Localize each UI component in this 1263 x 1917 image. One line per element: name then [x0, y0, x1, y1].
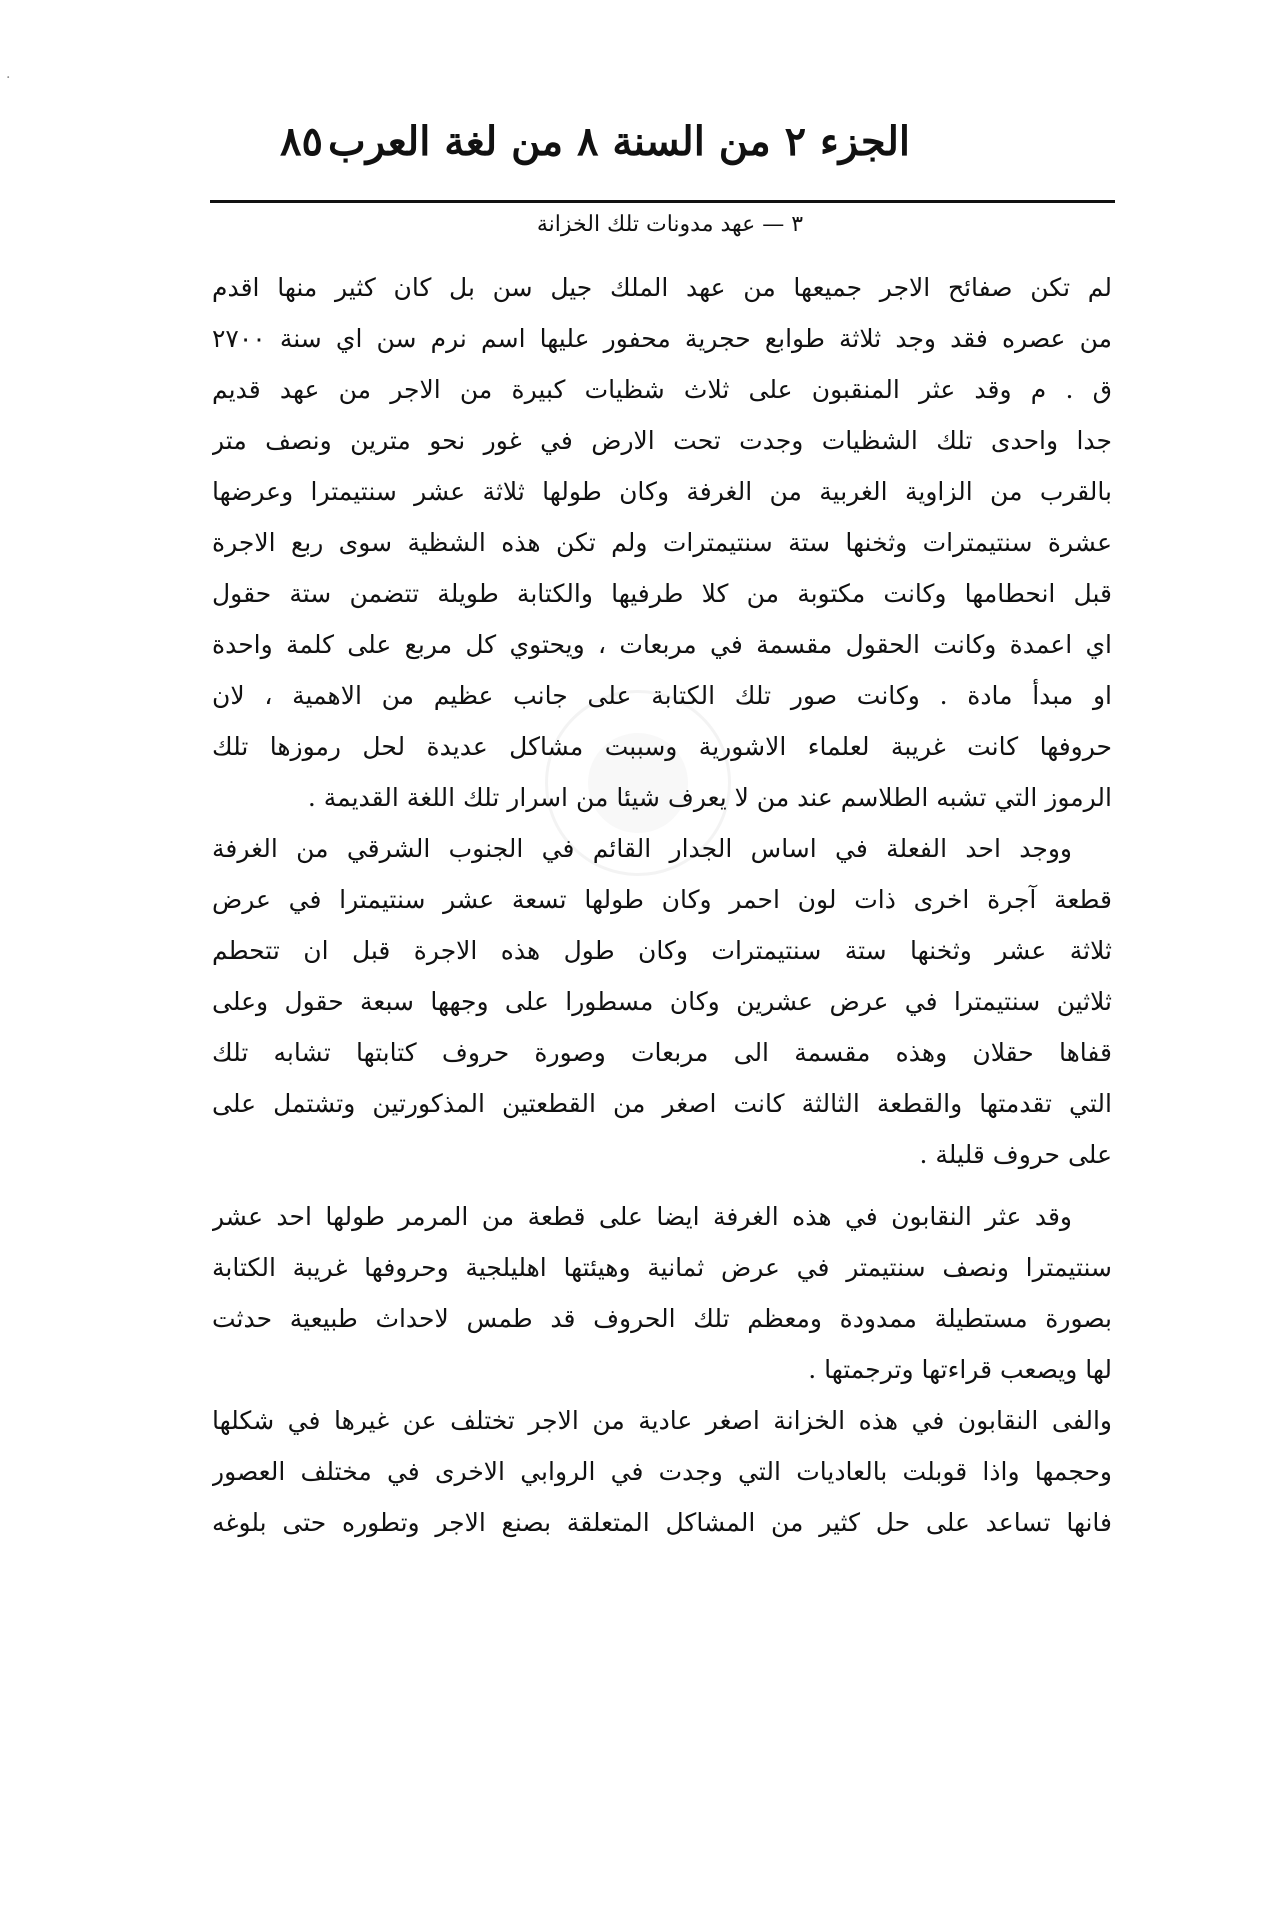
text-line: ثلاثة عشر وثخنها ستة سنتيمترات وكان طول هذه الاجرة قبل ان تتحطم	[212, 936, 1112, 965]
header-divider	[210, 200, 1115, 203]
text-line: اي اعمدة وكانت الحقول مقسمة في مربعات ، ويحتوي كل مربع على كلمة واحدة	[212, 630, 1112, 659]
text-line: حروفها كانت غريبة لعلماء الاشورية وسببت مشاكل عديدة لحل رموزها تلك	[212, 732, 1112, 761]
text-line: الرموز التي تشبه الطلاسم عند من لا يعرف شيئا من اسرار تلك اللغة القديمة .	[307, 783, 1112, 812]
text-line: او مبدأ مادة . وكانت صور تلك الكتابة على جانب عظيم من الاهمية ، لان	[212, 681, 1112, 710]
margin-speck: ·	[6, 70, 11, 86]
body-text	[212, 262, 1112, 1548]
text-line: جدا واحدى تلك الشظيات وجدت تحت الارض في غور نحو مترين ونصف متر	[212, 426, 1112, 455]
text-line: قطعة آجرة اخرى ذات لون احمر وكان طولها تسعة عشر سنتيمترا في عرض	[212, 885, 1112, 914]
text-line: على حروف قليلة .	[919, 1140, 1112, 1169]
text-line: والفى النقابون في هذه الخزانة اصغر عادية من الاجر تختلف عن غيرها في شكلها	[212, 1406, 1112, 1435]
text-line: بصورة مستطيلة ممدودة ومعظم تلك الحروف قد طمس لاحداث طبيعية حدثت	[212, 1304, 1112, 1333]
section-heading: ٣ — عهد مدونات تلك الخزانة	[536, 212, 804, 237]
text-line: بالقرب من الزاوية الغربية من الغرفة وكان طولها ثلاثة عشر سنتيمترا وعرضها	[212, 477, 1112, 506]
text-line: وقد عثر النقابون في هذه الغرفة ايضا على قطعة من المرمر طولها احد عشر	[212, 1202, 1072, 1231]
running-title: الجزء ٢ من السنة ٨ من لغة العرب	[328, 118, 910, 165]
text-line: عشرة سنتيمترات وثخنها ستة سنتيمترات ولم تكن هذه الشظية سوى ربع الاجرة	[212, 528, 1112, 557]
text-line: فانها تساعد على حل كثير من المشاكل المتعلقة بصنع الاجر وتطوره حتى بلوغه	[212, 1508, 1112, 1537]
text-line: ق . م وقد عثر المنقبون على ثلاث شظيات كبيرة من الاجر من عهد قديم	[212, 375, 1112, 404]
text-line: سنتيمترا ونصف سنتيمتر في عرض ثمانية وهيئتها اهليلجية وحروفها غريبة الكتابة	[212, 1253, 1112, 1282]
paragraph-gap	[212, 1180, 1112, 1191]
text-line: قبل انحطامها وكانت مكتوبة من كلا طرفيها والكتابة طويلة تتضمن ستة حقول	[212, 579, 1112, 608]
text-line: من عصره فقد وجد ثلاثة طوابع حجرية محفور عليها اسم نرم سن اي سنة ٢٧٠٠	[212, 324, 1112, 353]
text-line: التي تقدمتها والقطعة الثالثة كانت اصغر من القطعتين المذكورتين وتشتمل على	[212, 1089, 1112, 1118]
text-line: لها ويصعب قراءتها وترجمتها .	[808, 1355, 1112, 1384]
page-number: ٨٥	[280, 118, 323, 165]
text-line: وحجمها واذا قوبلت بالعاديات التي وجدت في الروابي الاخرى في مختلف العصور	[212, 1457, 1112, 1486]
text-line: ووجد احد الفعلة في اساس الجدار القائم في الجنوب الشرقي من الغرفة	[212, 834, 1072, 863]
text-line: قفاها حقلان وهذه مقسمة الى مربعات وصورة حروف كتابتها تشابه تلك	[212, 1038, 1112, 1067]
page-header	[210, 118, 910, 178]
text-line: ثلاثين سنتيمترا في عرض عشرين وكان مسطورا على وجهها سبعة حقول وعلى	[212, 987, 1112, 1016]
text-line: لم تكن صفائح الاجر جميعها من عهد الملك جيل سن بل كان كثير منها اقدم	[212, 273, 1112, 302]
